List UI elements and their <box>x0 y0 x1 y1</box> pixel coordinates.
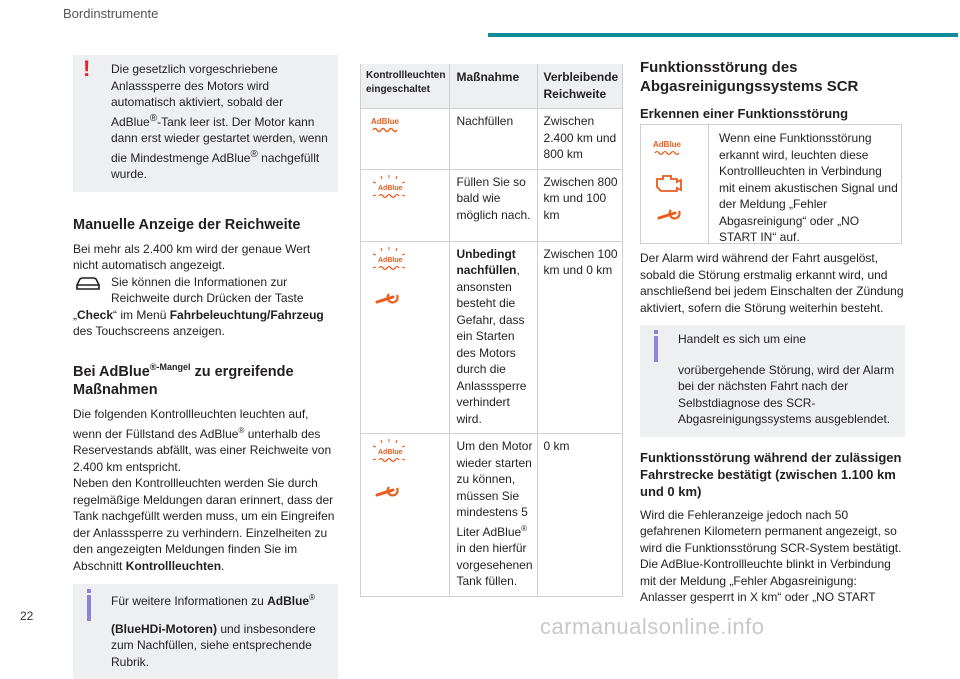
col-header-action: Maßnahme <box>450 64 537 109</box>
warning-text-1: Die gesetzlich vorgeschriebene Anlasssperre des Motors wird <box>111 62 278 93</box>
right-column-top <box>640 58 905 122</box>
warning-lights-table <box>360 64 623 597</box>
svg-text:AdBlue: AdBlue <box>653 140 681 149</box>
table-row <box>361 241 623 434</box>
table-row <box>361 169 623 241</box>
info-box-right: Handelt es sich um eine vorübergehende Störung, wird der Alarm bei der nächsten Fahrt nach der Selbstdiagnose des SCR-Abgasreinigungssystems ausgeblendet. <box>640 325 905 437</box>
row1-action: Nachfüllen <box>450 109 537 170</box>
car-icon <box>73 274 105 294</box>
info-box-left: Für weitere Informationen zu AdBlue® (BlueHDi-Motoren) und insbesondere zum Nachfüllen, siehe entsprechende Rubrik. <box>73 584 338 679</box>
alarm-para: Der Alarm wird während der Fahrt ausgelöst, sobald die Störung erstmalig erkannt wird, und anschließend bei jedem Einschalten der Zündung aktiviert, sofern die Störung weiterhin besteht. <box>640 251 904 315</box>
confirmed-fault-para-1: Wird die Fehleranzeige jedoch nach 50 gefahrenen Kilometern permanent angezeigt, so wird die Funktionsstörung SCR-System bestätigt. <box>640 507 902 555</box>
row4-action: Um den Motor wieder starten zu können, müssen Sie mindestens 5 Liter AdBlue® in den hierfür vorgesehenen Tank füllen. <box>450 434 537 597</box>
manual-range-para: Bei mehr als 2.400 km wird der genaue Wert nicht automatisch angezeigt. <box>73 241 311 272</box>
svg-text:AdBlue: AdBlue <box>378 449 403 456</box>
right-column-bottom <box>640 250 905 606</box>
manual-range-check-para: Sie können die Informationen zur Reichweite durch Drücken der Taste „Check“ im Menü Fahrbeleuchtung/Fahrzeug des Touchscreens anzeigen. <box>73 274 324 338</box>
table-header-row <box>361 64 623 109</box>
row1-range: Zwischen 2.400 km und 800 km <box>537 109 623 170</box>
table-row <box>361 434 623 597</box>
measures-heading: Bei AdBlue$^{®-Mangel}$ zu ergreifende Maßnahmen <box>73 361 294 399</box>
adblue-icon <box>367 113 407 139</box>
detect-fault-subheading: Erkennen einer Funktionsstörung <box>640 106 849 121</box>
warning-box <box>73 55 338 192</box>
row3-range: Zwischen 100 km und 0 km <box>537 241 623 434</box>
scr-fault-heading: Funktionsstörung des Abgasreinigungssystems SCR <box>640 59 859 95</box>
svg-text:AdBlue: AdBlue <box>371 117 399 126</box>
col-header-range: Verbleibende Reichweite <box>537 64 623 109</box>
col-header-lights: Kontrollleuchten eingeschaltet <box>361 64 450 109</box>
row2-action: Füllen Sie so bald wie möglich nach. <box>450 169 537 241</box>
adblue-blinking-icon <box>367 174 411 206</box>
adblue-blinking-icon <box>367 246 411 278</box>
adblue-icon <box>651 137 695 161</box>
header-accent-bar <box>488 33 958 37</box>
row2-range: Zwischen 800 km und 100 km <box>537 169 623 241</box>
watermark: carmanualsonline.info <box>540 614 765 639</box>
confirmed-fault-subheading: Funktionsstörung während der zulässigen Fahrstrecke bestätigt (zwischen 1.100 km und 0 km) <box>640 449 902 499</box>
adblue-blinking-icon <box>367 438 411 470</box>
svg-text:AdBlue: AdBlue <box>378 184 403 192</box>
engine-icon <box>651 171 687 195</box>
row4-range: 0 km <box>537 434 623 597</box>
warning-text-2: automatisch aktiviert, sobald der AdBlue®-Tank leer ist. Der Motor kann dann erst wieder gestartet werden, wenn die Mindestmenge AdBlue® nachgefüllt wurde. <box>111 95 328 181</box>
wrench-icon <box>367 483 411 503</box>
measures-para-2: Neben den Kontrollleuchten werden Sie durch regelmäßige Meldungen daran erinnert, dass der Tank nachgefüllt werden muss, um ein Eingreifen der Anlasssperre zu verhindern. Einzelheiten zu den angezeigten Meldungen finden Sie im Abschnitt Kontrollleuchten. <box>73 476 335 573</box>
table-row <box>361 109 623 170</box>
page-number: 22 <box>20 609 34 623</box>
svg-text:AdBlue: AdBlue <box>378 256 403 264</box>
wrench-icon <box>367 290 411 310</box>
wrench-icon <box>653 205 693 225</box>
left-column <box>73 55 338 679</box>
confirmed-fault-para-2: Die AdBlue-Kontrollleuchte blinkt in Verbindung mit der Meldung „Fehler Abgasreinigung: Anlasser gesperrt in X km“ oder „NO START <box>640 557 891 604</box>
section-title: Bordinstrumente <box>63 6 159 21</box>
manual-range-heading: Manuelle Anzeige der Reichweite <box>73 216 301 233</box>
info-icon <box>650 331 678 362</box>
row3-action: Unbedingt nachfüllen, ansonsten besteht die Gefahr, dass ein Starten des Motors durch die Anlasssperre verhindert wird. <box>450 241 537 434</box>
measures-para-1: Die folgenden Kontrollleuchten leuchten auf, wenn der Füllstand des AdBlue® unterhalb des Reservestands abfällt, was einer Reichweite von 2.400 km entspricht. <box>73 407 332 474</box>
info-icon <box>83 590 111 621</box>
fault-box-text: Wenn eine Funktionsstörung erkannt wird, leuchten diese Kontrollleuchten in Verbindung mit einem akustischen Signal und der Meldung „Fehler Abgasreinigung“ oder „NO START IN“ auf. <box>719 131 898 244</box>
exclamation-icon: ! <box>83 56 91 81</box>
fault-indicator-box <box>640 124 902 244</box>
